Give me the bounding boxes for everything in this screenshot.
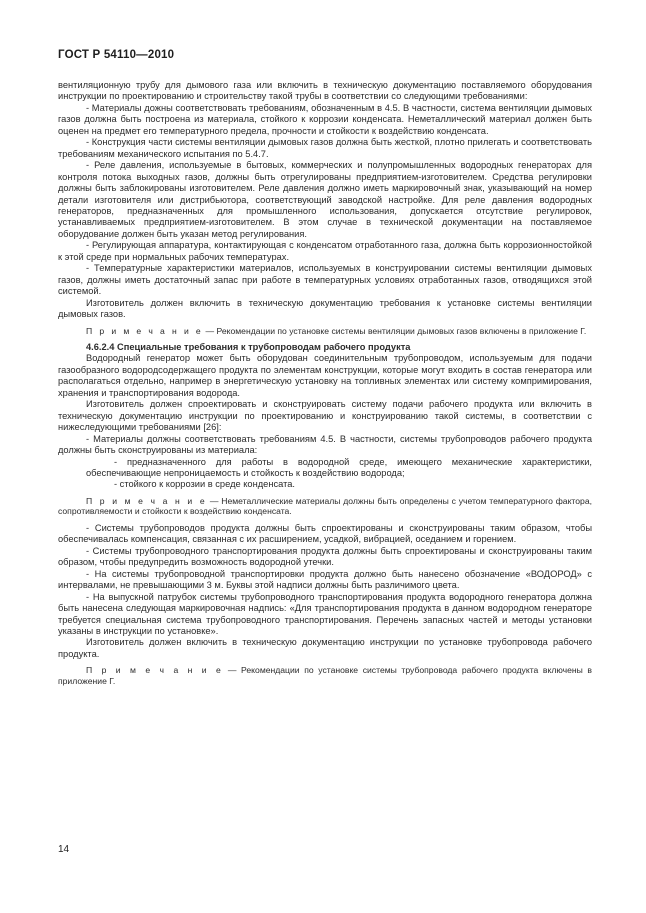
note-text: — Рекомендации по установке системы вентиляции дымовых газов включены в приложение Г. bbox=[203, 325, 587, 336]
paragraph: - На системы трубопроводной транспортировки продукта должно быть нанесено обозначение «ВОДОРОД» с интервалами, не превышающими 3 м. Буквы этой надписи должны быть различимого цвета. bbox=[58, 568, 592, 591]
paragraph: Изготовитель должен спроектировать и сконструировать систему подачи рабочего продукта или включить в техническую документацию инструкции по проектированию и конструированию такой системы, в соответствии с нижеследующими требованиями [26]: bbox=[58, 399, 592, 433]
note bbox=[58, 496, 592, 517]
paragraph: - Регулирующая аппаратура, контактирующая с конденсатом отработанного газа, должна быть коррозионностойкой к этой среде при нормальных рабочих температурах. bbox=[58, 240, 592, 262]
note bbox=[58, 326, 592, 337]
paragraph: - Реле давления, используемые в бытовых, коммерческих и полупромышленных водородных генераторах для контроля потока выходных газов, должны быть отрегулированы предприятием-изготовителем. Средства регулировки должны быть заблокированы изготовителем. Реле давления должно иметь маркировочный знак, указывающий на номер детали изготовителя или дистрибьютора, соответствующий заводской настройке. Для реле давления водородных генераторов, предназначенных для промышленного использования, допускается отсутствие регулировок, устанавливаемых предприятием-изготовителем. В этом случае в технической документации на поставляемое оборудование должен быть указан метод регулирования. bbox=[58, 160, 592, 239]
paragraph: вентиляционную трубу для дымового газа или включить в техническую документацию поставляемого оборудования инструкции по проектированию и строительству такой трубы в соответствии со следующими требованиями: bbox=[58, 80, 592, 102]
paragraph: - Системы трубопроводов продукта должны быть спроектированы и сконструированы таким образом, чтобы обеспечивалась компенсация, связанная с их расширением, усадкой, вибрацией, оседанием и горением. bbox=[58, 522, 592, 545]
paragraph: - Системы трубопроводного транспортирования продукта должны быть спроектированы и сконструированы таким образом, чтобы предупредить возможность водородной утечки. bbox=[58, 545, 592, 568]
paragraph: - Конструкция части системы вентиляции дымовых газов должна быть жесткой, плотно прилегать и соответствовать требованиям механического испытания по 5.4.7. bbox=[58, 137, 592, 159]
paragraph: Изготовитель должен включить в техническую документацию инструкции по установке трубопровода рабочего продукта. bbox=[58, 637, 592, 659]
sub-item: - предназначенного для работы в водородной среде, имеющего механические характеристики, обеспечивающие непроницаемость и стойкость к воздействию водорода; bbox=[86, 456, 592, 478]
sub-item: - стойкого к коррозии в среде конденсата. bbox=[114, 479, 295, 490]
note-label: П р и м е ч а н и е bbox=[86, 325, 204, 336]
note-text: — Неметаллические материалы должны быть определены с учетом температурного фактора, сопротивляемости и стойкости к воздействию конденсата. bbox=[58, 495, 592, 517]
document-body bbox=[58, 80, 592, 692]
note-label: П р и м е ч а н и е bbox=[86, 495, 208, 506]
paragraph: - На выпускной патрубок системы трубопроводного транспортирования продукта водородного генератора должна быть нанесена следующая маркировочная надпись: «Для транспортирования продукта в данном водородном генераторе требуется специальная система трубопроводного транспортирования. Перечень запасных частей и методы установки указаны в инструкции по установке». bbox=[58, 591, 592, 636]
note-label: П р и м е ч а н и е bbox=[86, 665, 224, 676]
section-heading: 4.6.2.4 Специальные требования к трубопроводам рабочего продукта bbox=[86, 342, 411, 353]
note-text: — Рекомендации по установке системы трубопровода рабочего продукта включены в приложение Г. bbox=[58, 665, 592, 686]
note bbox=[58, 665, 592, 686]
page-number: 14 bbox=[58, 844, 70, 855]
paragraph: Изготовитель должен включить в техническую документацию требования к установке системы вентиляции дымовых газов. bbox=[58, 297, 592, 320]
paragraph: - Материалы должны соответствовать требованиям 4.5. В частности, системы трубопроводов рабочего продукта должны быть сконструированы из материала: bbox=[58, 433, 592, 456]
paragraph: Водородный генератор может быть оборудован соединительным трубопроводом, используемым для подачи газообразного водородсодержащего продукта по элементам конструкции, которые могут входить в состав генератора или располагаться отдельно, например в энергетическую установку на топливных элементах или систему компримирования, хранения и транспортирования водорода. bbox=[58, 353, 592, 398]
paragraph: - Температурные характеристики материалов, используемых в конструировании системы вентиляции дымовых газов, должны иметь достаточный запас при работе в температурных условиях отработанных газов, отводящихся этой системой. bbox=[58, 263, 592, 297]
document-header: ГОСТ Р 54110—2010 bbox=[58, 49, 175, 61]
paragraph: - Материалы дожны соответствовать требованиям, обозначенным в 4.5. В частности, система вентиляции дымовых газов должна быть построена из материала, стойкого к коррозии конденсата. Неметаллический материал должен быть оценен на предмет его температурного предела, прочности и стойкости к воздействию конденсата. bbox=[58, 102, 592, 136]
